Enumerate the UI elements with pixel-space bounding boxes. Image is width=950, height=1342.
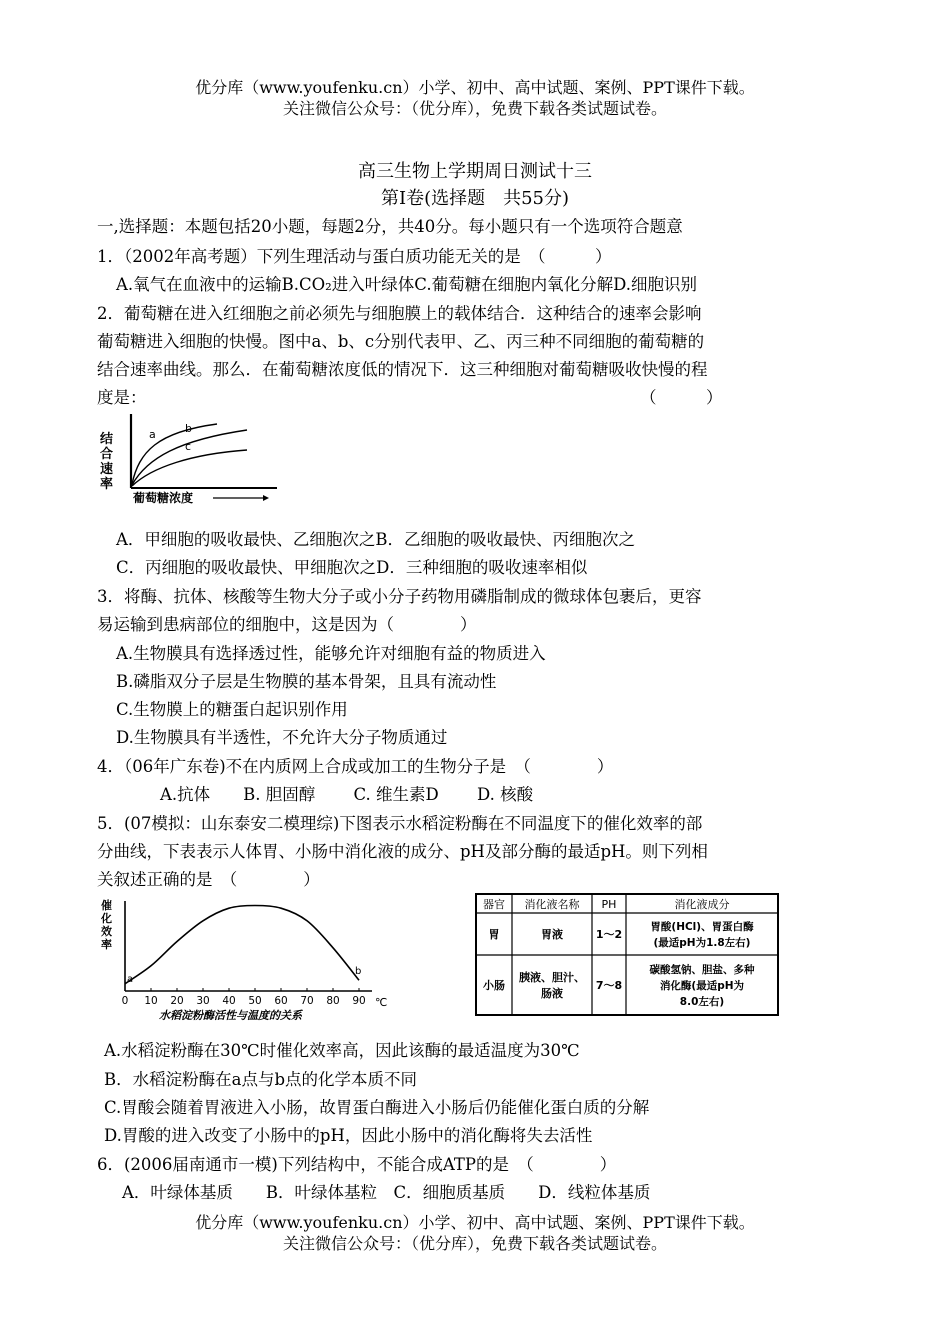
- q5-x-tick-label: 0: [121, 995, 129, 1007]
- q5-table-header-fluid: 消化液名称: [524, 898, 580, 911]
- q2-xlabel: 葡萄糖浓度: [133, 491, 194, 504]
- q5-stem-line-1: 5．(07模拟：山东泰安二模理综)下图表示水稻淀粉酶在不同温度下的催化效率的部: [97, 814, 703, 833]
- q3-option-b: B.磷脂双分子层是生物膜的基本骨架，且具有流动性: [116, 672, 497, 691]
- q5-x-tick-label: 70: [300, 995, 314, 1007]
- q5-table-cell-ph-stomach: 1～2: [595, 928, 623, 941]
- q4-options: A.抗体 B. 胆固醇 C. 维生素D D. 核酸: [160, 785, 534, 804]
- page-subtitle: 第Ⅰ卷(选择题 共55分): [380, 188, 570, 209]
- q2-curve-c: [132, 450, 247, 486]
- q2-curve-a: [132, 424, 217, 484]
- q5-x-tick-label: 60: [274, 995, 288, 1007]
- q5-table-header-ph: PH: [601, 898, 617, 911]
- q5-table-cell-fluid-intestine-1: 胰液、胆汁、: [519, 971, 585, 984]
- q5-table-cell-ph-intestine: 7～8: [595, 979, 623, 992]
- q5-series-line: [125, 906, 362, 984]
- q2-curve-label-c: c: [185, 440, 192, 453]
- q5-x-tick-label: 20: [170, 995, 184, 1007]
- q2-ylabel-1: 结: [100, 432, 114, 447]
- q2-stem-line-3: 结合速率曲线。那么．在葡萄糖浓度低的情况下．这三种细胞对葡萄糖吸收快慢的程: [97, 360, 708, 379]
- q5-table: [474, 893, 780, 1017]
- q3-option-a: A.生物膜具有选择透过性，能够允许对细胞有益的物质进入: [116, 644, 546, 663]
- q5-chart-xlabel: ℃: [375, 996, 388, 1009]
- q5-stem-line-2: 分曲线，下表表示人体胃、小肠中消化液的成分、pH及部分酶的最适pH。则下列相: [97, 842, 708, 861]
- q5-chart: [97, 895, 407, 1023]
- section-instruction: 一,选择题：本题包括20小题，每题2分，共40分。每小题只有一个选项符合题意: [97, 217, 683, 236]
- q3-option-c: C.生物膜上的糖蛋白起识别作用: [116, 700, 348, 719]
- q2-curve-label-b: b: [185, 422, 192, 435]
- q5-option-d: D.胃酸的进入改变了小肠中的pH，因此小肠中的消化酶将失去活性: [104, 1126, 593, 1145]
- q5-table-cell-components-stomach-1: 胃酸(HCl)、胃蛋白酶: [650, 921, 754, 933]
- q5-table-header-components: 消化液成分: [674, 898, 730, 911]
- page-title: 高三生物上学期周日测试十三: [358, 161, 592, 182]
- q5-chart-title: 水稻淀粉酶活性与温度的关系: [159, 1009, 302, 1022]
- q4-stem: 4．（06年广东卷)不在内质网上合成或加工的生物分子是 （ ）: [97, 757, 614, 776]
- q1-stem: 1．（2002年高考题）下列生理活动与蛋白质功能无关的是 （ ）: [97, 247, 612, 266]
- q5-x-tick-label: 30: [196, 995, 210, 1007]
- q3-stem-line-2: 易运输到患病部位的细胞中，这是因为（ ）: [97, 615, 477, 634]
- q5-x-tick-label: 50: [248, 995, 262, 1007]
- q2-ylabel-2: 合: [100, 447, 114, 462]
- q5-table-cell-fluid-stomach: 胃液: [541, 928, 563, 941]
- q5-x-tick-label: 90: [352, 995, 366, 1007]
- q2-answer-paren: （ ）: [640, 388, 723, 407]
- q5-point-label-a: a: [127, 973, 134, 985]
- q2-ylabel-3: 速: [100, 462, 114, 477]
- q5-chart-ylabel-4: 率: [101, 938, 112, 951]
- q5-x-tick-label: 10: [144, 995, 158, 1007]
- q3-option-d: D.生物膜具有半透性，不允许大分子物质通过: [116, 728, 448, 747]
- q5-table-cell-components-intestine-3: 8.0左右): [679, 996, 725, 1008]
- q5-chart-ylabel-2: 化: [101, 912, 112, 925]
- q5-table-cell-organ-intestine: 小肠: [483, 979, 505, 992]
- q6-options: A．叶绿体基质 B．叶绿体基粒 C．细胞质基质 D．线粒体基质: [122, 1183, 651, 1202]
- footer-line-1: 优分库（www.youfenku.cn）小学、初中、高中试题、案例、PPT课件下载。: [195, 1213, 755, 1232]
- header-line-1: 优分库（www.youfenku.cn）小学、初中、高中试题、案例、PPT课件下载。: [195, 78, 755, 97]
- footer-line-2: 关注微信公众号：（优分库），免费下载各类试题试卷。: [282, 1234, 667, 1253]
- q5-table-header-organ: 器官: [483, 898, 505, 911]
- q6-stem: 6．(2006届南通市一模)下列结构中，不能合成ATP的是 （ ）: [97, 1155, 617, 1174]
- q5-chart-ylabel-3: 效: [101, 925, 112, 938]
- q5-table-cell-components-intestine-1: 碳酸氢钠、胆盐、多种: [649, 964, 755, 976]
- q5-table-cell-fluid-intestine-2: 肠液: [541, 987, 563, 1000]
- q5-option-c: C.胃酸会随着胃液进入小肠，故胃蛋白酶进入小肠后仍能催化蛋白质的分解: [104, 1098, 650, 1117]
- q2-options-line-1: A．甲细胞的吸收最快、乙细胞次之B．乙细胞的吸收最快、丙细胞次之: [116, 530, 636, 549]
- q2-x-arrow-head: [263, 495, 269, 501]
- q5-table-cell-components-stomach-2: (最适pH为1.8左右): [653, 937, 751, 949]
- q5-chart-ylabel-1: 催: [101, 899, 112, 912]
- q5-table-cell-organ-stomach: 胃: [488, 928, 500, 941]
- q2-curve-label-a: a: [149, 428, 156, 441]
- header-line-2: 关注微信公众号：（优分库），免费下载各类试题试卷。: [282, 99, 667, 118]
- q2-stem-line-2: 葡萄糖进入细胞的快慢。图中a、b、c分别代表甲、乙、丙三种不同细胞的葡萄糖的: [97, 332, 705, 351]
- q5-option-b: B．水稻淀粉酶在a点与b点的化学本质不同: [104, 1070, 418, 1089]
- q1-options: A.氧气在血液中的运输B.CO₂进入叶绿体C.葡萄糖在细胞内氧化分解D.细胞识别: [116, 275, 697, 294]
- q5-option-a: A.水稻淀粉酶在30℃时催化效率高，因此该酶的最适温度为30℃: [104, 1041, 580, 1060]
- q3-stem-line-1: 3．将酶、抗体、核酸等生物大分子或小分子药物用磷脂制成的微球体包裹后，更容: [97, 587, 702, 606]
- q2-figure: [97, 412, 282, 504]
- q2-stem-line-4: 度是：: [97, 388, 147, 407]
- q2-stem-line-1: 2．葡萄糖在进入红细胞之前必须先与细胞膜上的载体结合．这种结合的速率会影响: [97, 304, 702, 323]
- q5-x-tick-label: 40: [222, 995, 236, 1007]
- q5-point-label-b: b: [355, 966, 362, 978]
- q5-stem-line-3: 关叙述正确的是 （ ）: [97, 870, 320, 889]
- q5-table-cell-components-intestine-2: 消化酶(最适pH为: [659, 980, 745, 992]
- q2-ylabel-4: 率: [100, 477, 114, 492]
- q2-options-line-2: C．丙细胞的吸收最快、甲细胞次之D．三种细胞的吸收速率相似: [116, 558, 588, 577]
- q5-x-tick-label: 80: [326, 995, 340, 1007]
